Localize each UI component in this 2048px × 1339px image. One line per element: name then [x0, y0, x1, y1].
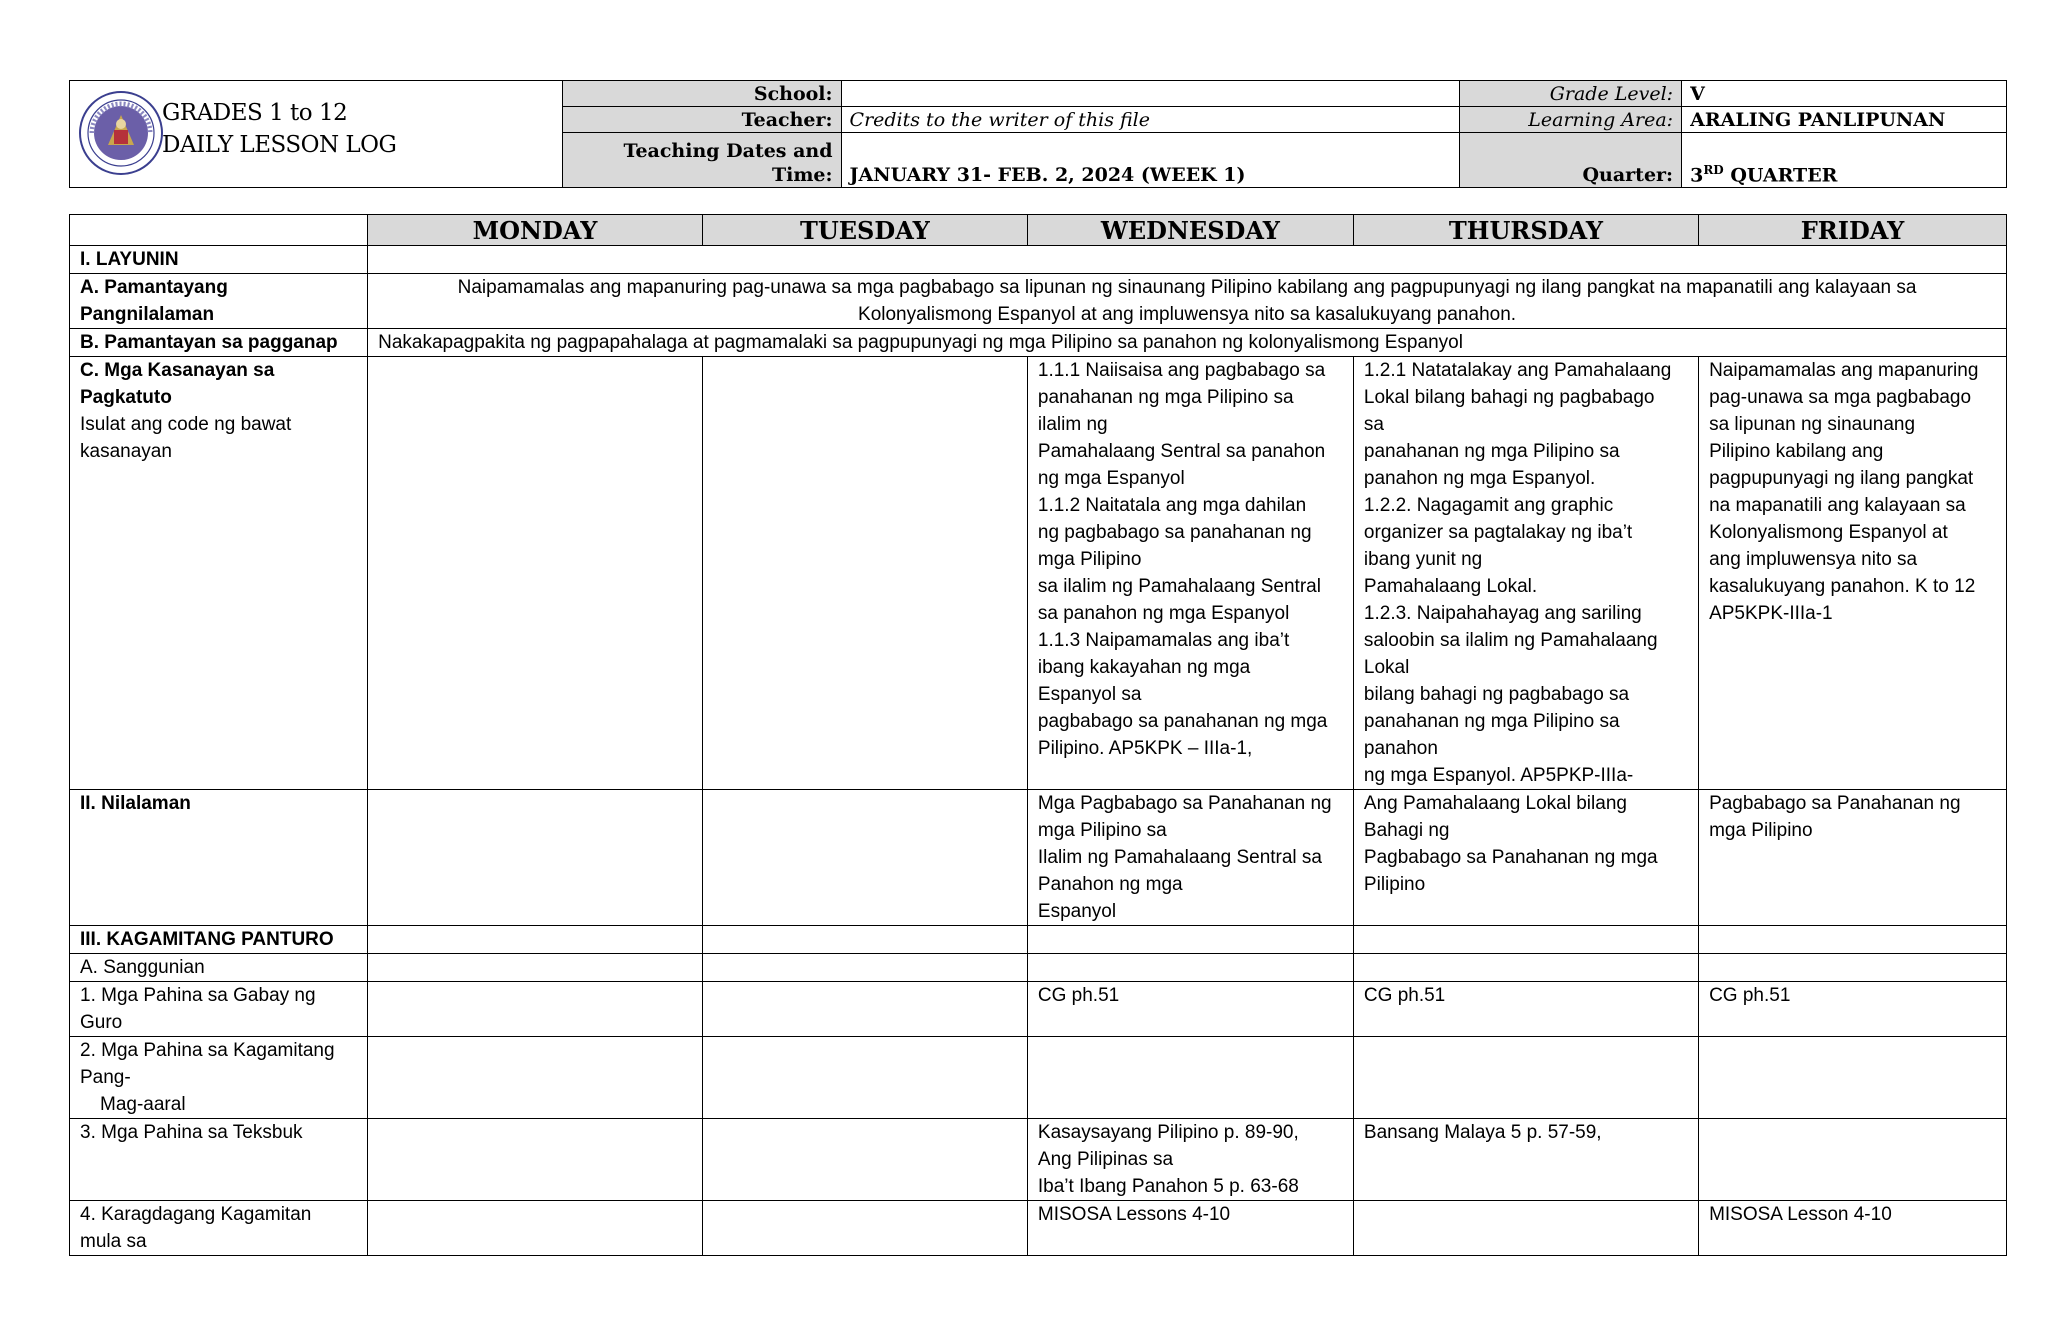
table-row	[70, 357, 2007, 790]
teaching-dates-label: Teaching Dates and Time:	[562, 133, 841, 188]
cell-line: Pamahalaang Lokal.	[1363, 576, 1538, 597]
row-label-nilalaman: II. Nilalaman	[70, 790, 368, 926]
cell-line: ng mga Espanyol. AP5PKP-IIIa-	[1363, 765, 1634, 786]
cell-line: mga Pilipino	[1709, 820, 1813, 841]
teacher-label: Teacher:	[562, 107, 841, 133]
cell-line: ng mga Espanyol	[1037, 468, 1185, 489]
karagdagang-wednesday: MISOSA Lessons 4-10	[1027, 1201, 1353, 1256]
cell-line: Lokal bilang bahagi ng pagbabago	[1363, 387, 1655, 408]
kasanayan-wednesday	[1027, 357, 1353, 790]
logo-title-cell	[70, 81, 563, 188]
cell-line: ng pagbabago sa panahanan ng	[1037, 522, 1312, 543]
empty-cell	[702, 357, 1027, 790]
title-line-1: GRADES 1 to 12	[162, 100, 348, 126]
teksbuk-thursday: Bansang Malaya 5 p. 57-59,	[1353, 1119, 1698, 1201]
row-label-kagamitan: III. KAGAMITANG PANTURO	[70, 926, 368, 954]
cell-line: 1.2.2. Nagagamit ang graphic	[1363, 495, 1614, 516]
title-line-2: DAILY LESSON LOG	[162, 132, 397, 158]
empty-cell	[368, 357, 703, 790]
learning-area-value: ARALING PANLIPUNAN	[1682, 107, 2007, 133]
cell-line: mga Pilipino sa	[1037, 820, 1167, 841]
cell-line: Ang Pilipinas sa	[1037, 1149, 1174, 1170]
table-row	[70, 982, 2007, 1037]
quarter-value: 3RD QUARTER	[1682, 133, 2007, 188]
cell-line: panahon ng mga Espanyol.	[1363, 468, 1596, 489]
nilalaman-thursday	[1353, 790, 1698, 926]
nilalaman-friday	[1699, 790, 2007, 926]
table-row	[70, 926, 2007, 954]
cell-line: Kasaysayang Pilipino p. 89-90,	[1037, 1122, 1299, 1143]
cell-line: Pilipino	[1363, 874, 1426, 895]
table-row	[70, 274, 2007, 329]
learning-area-label: Learning Area:	[1460, 107, 1682, 133]
cell-line: pagbabago sa panahanan ng mga	[1037, 711, 1328, 732]
cell-line: Espanyol	[1037, 901, 1117, 922]
cell-line: sa lipunan ng sinaunang	[1709, 414, 1916, 435]
cell-line: sa	[1363, 414, 1384, 435]
row-label-gabay: 1. Mga Pahina sa Gabay ng Guro	[70, 982, 368, 1037]
cell-line: Mga Pagbabago sa Panahanan ng	[1037, 793, 1332, 814]
cell-line: panahon	[1363, 738, 1438, 759]
cell-line: kasalukuyang panahon. K to 12	[1709, 576, 1976, 597]
cell-line: saloobin sa ilalim ng Pamahalaang	[1363, 630, 1658, 651]
school-value	[841, 81, 1460, 107]
cell-line: na mapanatili ang kalayaan sa	[1709, 495, 1966, 516]
row-label-layunin: I. LAYUNIN	[70, 246, 368, 274]
pagganap-text: Nakakapagpakita ng pagpapahalaga at pagmamalaki sa pagpupunyagi ng mga Pilipino sa panahon ng kolonyalismong Espanyol	[368, 329, 2007, 357]
teksbuk-wednesday	[1027, 1119, 1353, 1201]
empty-cell	[702, 790, 1027, 926]
nilalaman-wednesday	[1027, 790, 1353, 926]
corner-cell	[70, 215, 368, 246]
cell-line: Pamahalaang Sentral sa panahon	[1037, 441, 1326, 462]
cell-line: Ang Pamahalaang Lokal bilang	[1363, 793, 1627, 814]
table-row	[70, 954, 2007, 982]
cell-line: sa ilalim ng Pamahalaang Sentral	[1037, 576, 1321, 597]
cell-line: mga Pilipino	[1037, 549, 1142, 570]
cell-line: Lokal	[1363, 657, 1410, 678]
row-label-pagganap: B. Pamantayan sa pagganap	[70, 329, 368, 357]
gabay-thursday: CG ph.51	[1353, 982, 1698, 1037]
cell-line: 1.1.3 Naipamamalas ang iba’t	[1037, 630, 1290, 651]
cell-line: ibang yunit ng	[1363, 549, 1483, 570]
cell-line: Pagbabago sa Panahanan ng	[1709, 793, 1961, 814]
cell-line: Iba’t Ibang Panahon 5 p. 63-68	[1037, 1176, 1299, 1197]
row-label-kagamitang: 2. Mga Pahina sa Kagamitang Pang- Mag-aaral	[70, 1037, 368, 1119]
cell-line: 1.2.3. Naipahahayag ang sariling	[1363, 603, 1642, 624]
deped-seal-icon	[78, 90, 164, 176]
cell-line: 1.1.2 Naitatala ang mga dahilan	[1037, 495, 1307, 516]
row-label-teksbuk: 3. Mga Pahina sa Teksbuk	[70, 1119, 368, 1201]
table-row	[70, 246, 2007, 274]
day-header-thursday: THURSDAY	[1353, 215, 1698, 246]
school-label: School:	[562, 81, 841, 107]
cell-line: organizer sa pagtalakay ng iba’t	[1363, 522, 1633, 543]
cell-line: AP5KPK-IIIa-1	[1709, 603, 1833, 624]
cell-line: Panahon ng mga	[1037, 874, 1183, 895]
cell-line: Espanyol sa	[1037, 684, 1142, 705]
cell-line: Ilalim ng Pamahalaang Sentral sa	[1037, 847, 1322, 868]
cell-line: Bahagi ng	[1363, 820, 1450, 841]
row-label-pamantayang: A. Pamantayang Pangnilalaman	[70, 274, 368, 329]
teaching-dates-value: JANUARY 31- FEB. 2, 2024 (WEEK 1)	[841, 133, 1460, 188]
grade-level-value: V	[1682, 81, 2007, 107]
day-header-monday: MONDAY	[368, 215, 703, 246]
day-header-friday: FRIDAY	[1699, 215, 2007, 246]
cell-line: ilalim ng	[1037, 414, 1108, 435]
quarter-label: Quarter:	[1460, 133, 1682, 188]
teacher-value: Credits to the writer of this file	[841, 107, 1460, 133]
gabay-friday: CG ph.51	[1699, 982, 2007, 1037]
row-label-sanggunian: A. Sanggunian	[70, 954, 368, 982]
cell-line: Pilipino. AP5KPK – IIIa-1,	[1037, 738, 1253, 759]
cell-line: ang impluwensya nito sa	[1709, 549, 1918, 570]
cell-line: Pagbabago sa Panahanan ng mga	[1363, 847, 1658, 868]
table-row	[70, 1119, 2007, 1201]
header-table	[69, 80, 2007, 188]
day-header-wednesday: WEDNESDAY	[1027, 215, 1353, 246]
cell-line: sa panahon ng mga Espanyol	[1037, 603, 1290, 624]
table-row	[70, 1037, 2007, 1119]
kasanayan-friday	[1699, 357, 2007, 790]
cell-line: 1.1.1 Naiisaisa ang pagbabago sa	[1037, 360, 1326, 381]
lesson-log-table	[69, 214, 2007, 1256]
row-label-karagdagang: 4. Karagdagang Kagamitan mula sa	[70, 1201, 368, 1256]
gabay-wednesday: CG ph.51	[1027, 982, 1353, 1037]
day-header-tuesday: TUESDAY	[702, 215, 1027, 246]
cell-line: ibang kakayahan ng mga	[1037, 657, 1251, 678]
cell-line: panahanan ng mga Pilipino sa	[1037, 387, 1294, 408]
table-row	[70, 1201, 2007, 1256]
cell-line: Kolonyalismong Espanyol at	[1709, 522, 1948, 543]
cell-line: 1.2.1 Natatalakay ang Pamahalaang	[1363, 360, 1672, 381]
table-row	[70, 790, 2007, 926]
cell-line: pag-unawa sa mga pagbabago	[1709, 387, 1972, 408]
pamantayang-text: Naipamamalas ang mapanuring pag-unawa sa mga pagbabago sa lipunan ng sinaunang Pilipino kabilang ang pagpupunyagi ng ilang pangkat na mapanatili ang kalayaan sa Kolonyalismong Espanyol at ang impluwensya nito sa kasalukuyang panahon.	[368, 274, 2007, 329]
row-label-kasanayan: C. Mga Kasanayan sa Pagkatuto Isulat ang code ng bawat kasanayan	[70, 357, 368, 790]
cell-line: bilang bahagi ng pagbabago sa	[1363, 684, 1630, 705]
cell-line: Naipamamalas ang mapanuring	[1709, 360, 1979, 381]
table-row	[70, 329, 2007, 357]
grade-level-label: Grade Level:	[1460, 81, 1682, 107]
kasanayan-thursday	[1353, 357, 1698, 790]
cell-line: panahanan ng mga Pilipino sa	[1363, 711, 1620, 732]
cell-line: Pilipino kabilang ang	[1709, 441, 1884, 462]
cell-line: panahanan ng mga Pilipino sa	[1363, 441, 1620, 462]
karagdagang-friday: MISOSA Lesson 4-10	[1699, 1201, 2007, 1256]
cell-line: pagpupunyagi ng ilang pangkat	[1709, 468, 1974, 489]
empty-cell	[368, 790, 703, 926]
empty-cell	[368, 246, 2007, 274]
